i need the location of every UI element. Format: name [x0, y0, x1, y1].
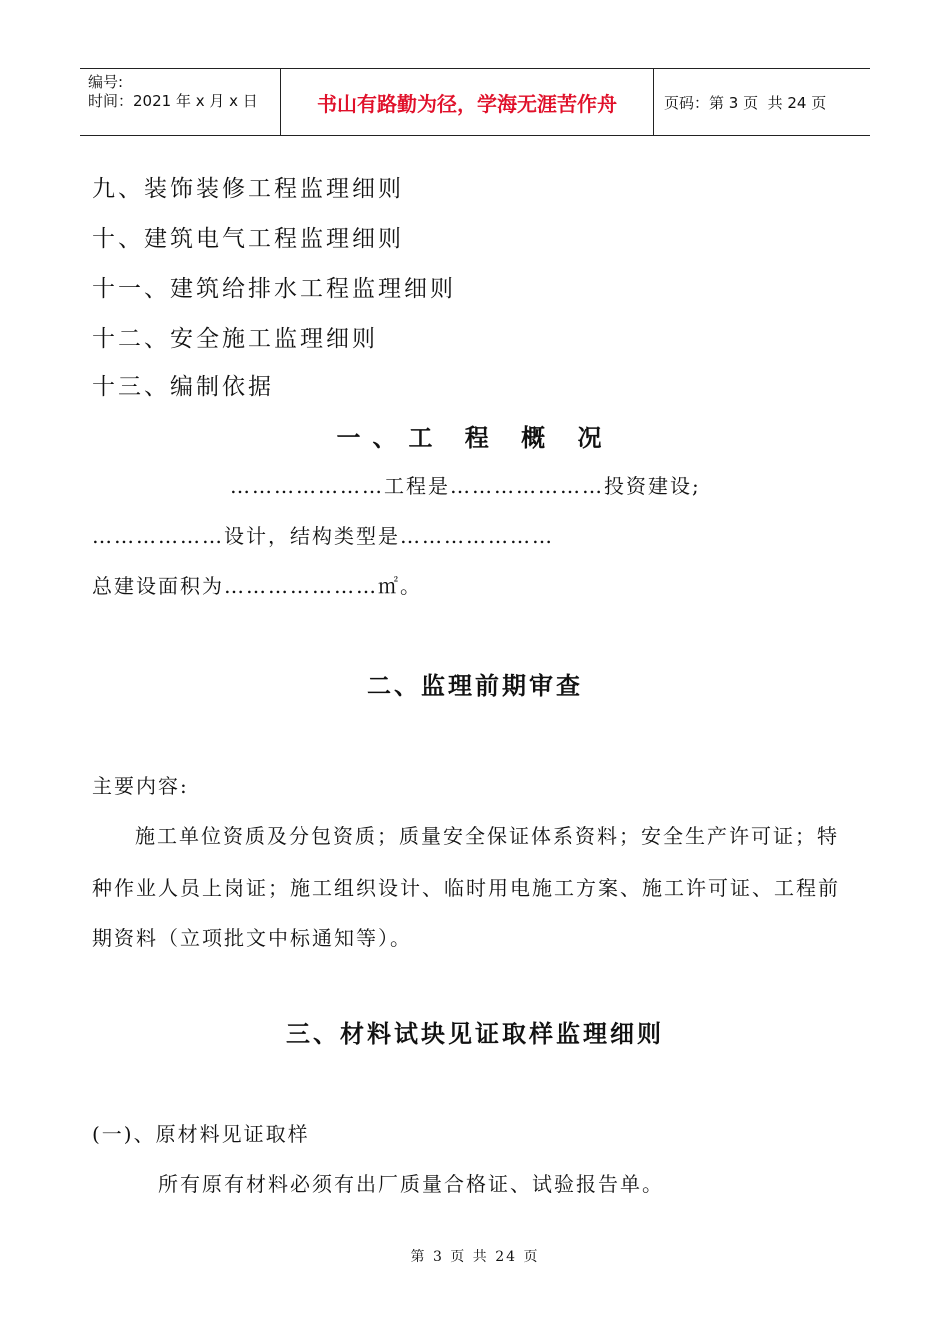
section-title-review: 二、监理前期审查 [367, 672, 583, 700]
review-paragraph-line-2: 种作业人员上岗证；施工组织设计、临时用电施工方案、施工许可证、工程前 [92, 876, 840, 900]
header-page-info [654, 69, 870, 135]
toc-item: 十二、安全施工监理细则 [92, 326, 378, 352]
overview-line-1: …………………工程是…………………投资建设; [230, 474, 701, 498]
materials-subheading: (一)、原材料见证取样 [92, 1122, 310, 1146]
toc-item: 九、装饰装修工程监理细则 [92, 176, 404, 202]
header-meta [80, 69, 281, 135]
overview-line-3: 总建设面积为…………………㎡。 [92, 574, 422, 598]
overview-line-2: ………………设计，结构类型是………………… [92, 524, 554, 548]
toc-item: 十三、编制依据 [92, 374, 274, 400]
section-title-materials: 三、材料试块见证取样监理细则 [286, 1020, 664, 1048]
page-footer: 第 3 页 共 24 页 [410, 1249, 540, 1265]
materials-text: 所有原有材料必须有出厂质量合格证、试验报告单。 [158, 1172, 664, 1196]
serial-label: 编号: [88, 73, 124, 91]
page-info-text: 页码：第 3 页 共 24 页 [664, 93, 827, 112]
toc-item: 十一、建筑给排水工程监理细则 [92, 276, 456, 302]
review-paragraph-line-3: 期资料（立项批文中标通知等）。 [92, 926, 412, 950]
time-label: 时间：2021 年 x 月 x 日 [88, 92, 258, 110]
review-intro: 主要内容: [92, 774, 189, 798]
toc-item: 十、建筑电气工程监理细则 [92, 226, 404, 252]
review-paragraph-line-1: 施工单位资质及分包资质；质量安全保证体系资料；安全生产许可证；特 [135, 824, 839, 848]
section-title-overview: 一、工 程 概 况 [336, 424, 614, 452]
page-header [80, 68, 870, 136]
header-motto: 书山有路勤为径，学海无涯苦作舟 [281, 69, 654, 135]
